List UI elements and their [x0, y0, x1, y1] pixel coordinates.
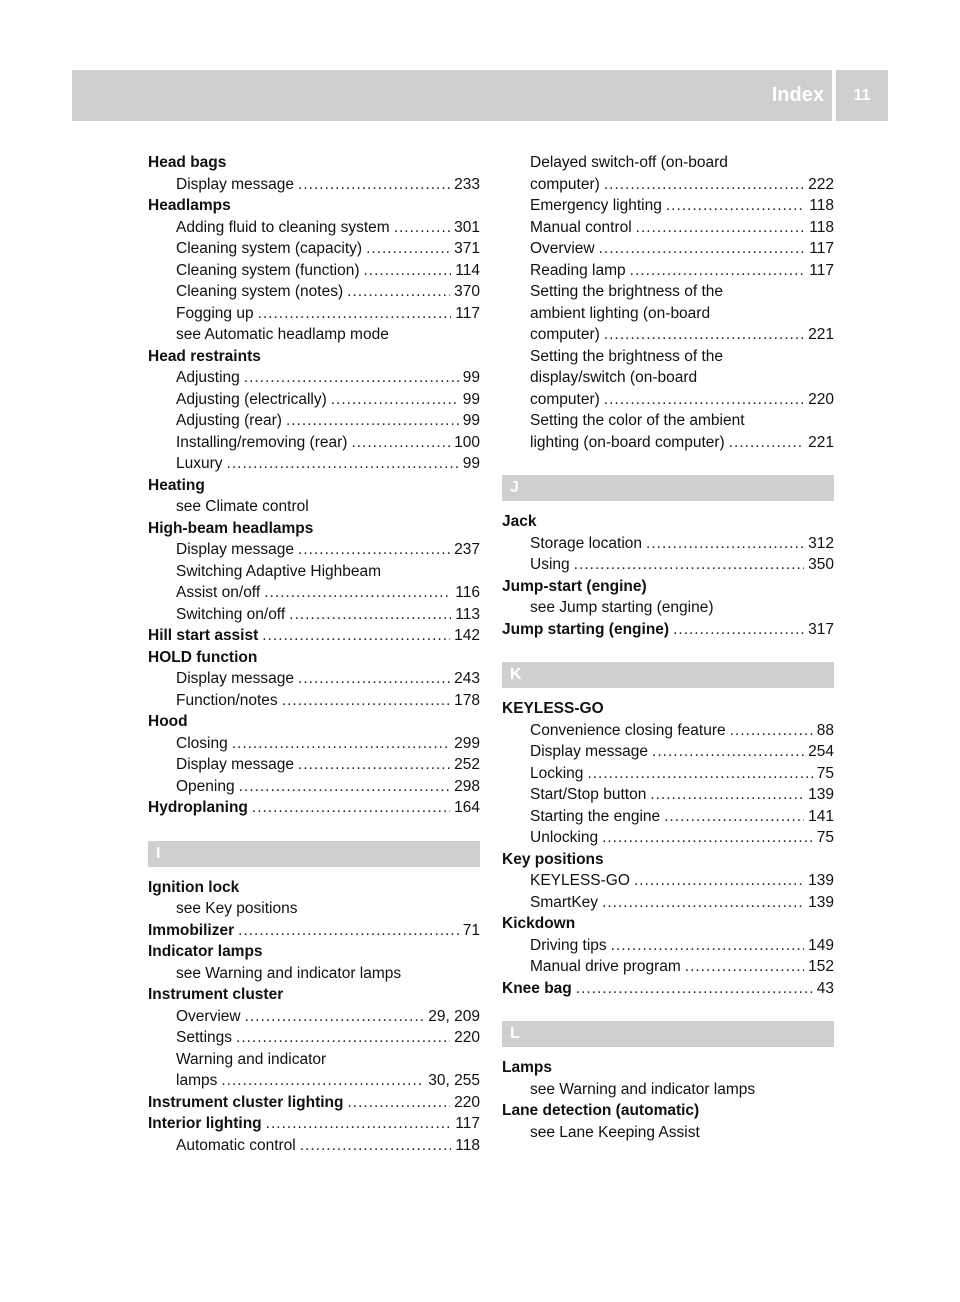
dot-leader	[227, 453, 459, 475]
dot-leader	[262, 625, 450, 647]
index-entry	[502, 260, 834, 282]
entry-page-number: 99	[462, 390, 480, 408]
index-entry	[148, 754, 480, 776]
index-entry	[502, 389, 834, 411]
index-entry	[148, 303, 480, 325]
index-entry	[148, 604, 480, 626]
index-entry	[148, 1135, 480, 1157]
entry-page-number: 149	[808, 936, 834, 954]
index-subline: Switching Adaptive Highbeam	[176, 562, 382, 580]
entry-label: Function/notes	[176, 691, 278, 709]
entry-label: Unlocking	[530, 829, 599, 846]
entry-label: Adding fluid to cleaning system	[176, 218, 390, 236]
entry-page-number: 220	[454, 1029, 480, 1046]
index-heading: Jack	[502, 513, 537, 530]
index-heading: Indicator lamps	[148, 943, 263, 960]
index-entry	[502, 217, 834, 239]
entry-page-number: 118	[809, 197, 834, 214]
index-subline: see Lane Keeping Assist	[530, 1123, 700, 1141]
section-letter: K	[502, 662, 834, 688]
index-entry	[148, 174, 480, 196]
index-entry	[502, 533, 834, 555]
entry-label: Overview	[530, 240, 595, 257]
entry-page-number: 237	[454, 541, 480, 558]
index-heading: Ignition lock	[148, 878, 240, 896]
entry-label: Knee bag	[502, 979, 572, 997]
index-heading: Kickdown	[502, 915, 576, 932]
dot-leader	[238, 920, 459, 942]
dot-leader	[236, 1027, 450, 1049]
dot-leader	[221, 1070, 424, 1092]
index-list-right	[502, 152, 834, 1143]
index-entry	[148, 625, 480, 647]
index-entry	[148, 281, 480, 303]
index-entry	[148, 690, 480, 712]
entry-label: Using	[530, 556, 570, 573]
entry-label: Opening	[176, 777, 235, 795]
dot-leader	[673, 619, 804, 641]
section-letter: I	[148, 841, 480, 867]
index-entry	[502, 892, 834, 914]
index-heading: HOLD function	[148, 648, 258, 666]
dot-leader	[666, 195, 805, 217]
dot-leader	[664, 806, 804, 828]
entry-page-number: 221	[808, 326, 834, 343]
index-subline: see Warning and indicator lamps	[530, 1080, 756, 1098]
entry-label: Adjusting (electrically)	[176, 390, 327, 408]
entry-page-number: 312	[808, 534, 834, 552]
dot-leader	[266, 1113, 452, 1135]
entry-page-number: 252	[454, 756, 480, 773]
entry-label: Closing	[176, 734, 228, 752]
index-entry	[148, 260, 480, 282]
entry-page-number: 371	[454, 240, 480, 257]
index-subline: display/switch (on-board	[530, 369, 698, 386]
index-subline: Delayed switch-off (on-board	[530, 154, 728, 171]
entry-page-number: 117	[455, 1115, 480, 1132]
index-entry	[502, 720, 834, 742]
index-entry	[502, 956, 834, 978]
index-heading: Instrument cluster	[148, 986, 284, 1003]
dot-leader	[244, 367, 459, 389]
entry-page-number: 233	[454, 175, 480, 193]
entry-label: Display message	[176, 670, 295, 687]
index-subline: see Automatic headlamp mode	[176, 326, 389, 343]
index-entry	[148, 668, 480, 690]
index-heading: Lane detection (automatic)	[502, 1102, 700, 1119]
entry-page-number: 100	[454, 433, 480, 451]
dot-leader	[252, 797, 450, 819]
index-entry	[502, 870, 834, 892]
entry-label: Settings	[176, 1029, 233, 1046]
entry-label: Display message	[176, 541, 295, 558]
index-heading: High-beam headlamps	[148, 519, 314, 537]
entry-page-number: 75	[816, 764, 834, 782]
dot-leader	[630, 260, 806, 282]
index-heading: Heating	[148, 476, 205, 494]
entry-page-number: 220	[808, 390, 834, 408]
entry-label: Automatic control	[176, 1136, 296, 1154]
entry-label: lighting (on-board computer)	[530, 433, 725, 451]
entry-label: SmartKey	[530, 893, 599, 911]
index-subline: see Key positions	[176, 900, 298, 917]
entry-page-number: 117	[809, 240, 834, 257]
dot-leader	[602, 827, 813, 849]
index-entry	[148, 1006, 480, 1028]
index-entry	[148, 1092, 480, 1114]
dot-leader	[245, 1006, 425, 1028]
index-list-left	[148, 152, 480, 1156]
dot-leader	[599, 238, 806, 260]
dot-leader	[576, 978, 813, 1000]
entry-label: lamps	[176, 1072, 218, 1089]
index-entry	[148, 582, 480, 604]
entry-label: Hill start assist	[148, 627, 259, 644]
index-subline: ambient lighting (on-board	[530, 304, 711, 322]
dot-leader	[652, 741, 804, 763]
entry-page-number: 117	[455, 304, 480, 322]
dot-leader	[264, 582, 451, 604]
entry-page-number: 139	[808, 893, 834, 911]
index-entry	[502, 432, 834, 454]
entry-page-number: 116	[455, 584, 480, 601]
entry-label: Driving tips	[530, 936, 607, 954]
entry-label: Reading lamp	[530, 261, 626, 279]
page-number: 11	[853, 86, 871, 104]
index-heading: Lamps	[502, 1059, 552, 1076]
entry-page-number: 99	[462, 412, 480, 429]
entry-page-number: 71	[462, 921, 480, 939]
index-heading: Key positions	[502, 850, 604, 868]
page-title: Index	[771, 84, 824, 106]
entry-page-number: 301	[454, 218, 480, 236]
entry-label: Convenience closing feature	[530, 721, 726, 739]
index-subline: Setting the brightness of the	[530, 347, 724, 365]
entry-page-number: 88	[816, 721, 834, 739]
entry-label: Locking	[530, 764, 584, 782]
dot-leader	[298, 754, 450, 776]
entry-page-number: 29, 209	[428, 1007, 480, 1025]
dot-leader	[650, 784, 804, 806]
dot-leader	[298, 668, 450, 690]
index-subline: Setting the color of the ambient	[530, 412, 745, 429]
entry-page-number: 117	[809, 261, 834, 279]
dot-leader	[636, 217, 806, 239]
entry-page-number: 317	[808, 620, 834, 638]
entry-page-number: 118	[809, 218, 834, 236]
index-entry	[502, 324, 834, 346]
entry-label: Fogging up	[176, 304, 254, 322]
entry-page-number: 139	[808, 872, 834, 889]
entry-page-number: 350	[808, 556, 834, 573]
index-entry	[502, 238, 834, 260]
entry-page-number: 299	[454, 734, 480, 752]
entry-label: Interior lighting	[148, 1115, 262, 1132]
entry-label: Switching on/off	[176, 605, 286, 623]
dot-leader	[300, 1135, 452, 1157]
dot-leader	[587, 763, 812, 785]
entry-label: Assist on/off	[176, 584, 261, 601]
index-subline: see Warning and indicator lamps	[176, 964, 402, 982]
entry-page-number: 75	[816, 829, 834, 846]
index-entry	[148, 238, 480, 260]
dot-leader	[331, 389, 459, 411]
entry-page-number: 254	[808, 743, 834, 760]
index-entry	[148, 1027, 480, 1049]
entry-page-number: 142	[454, 627, 480, 644]
index-entry	[148, 389, 480, 411]
entry-label: Immobilizer	[148, 921, 235, 939]
dot-leader	[232, 733, 450, 755]
entry-page-number: 99	[462, 369, 480, 386]
index-heading: Hood	[148, 713, 188, 730]
index-entry	[148, 797, 480, 819]
index-entry	[148, 733, 480, 755]
index-subline: see Jump starting (engine)	[530, 599, 714, 616]
entry-page-number: 113	[455, 605, 480, 623]
index-heading: Head restraints	[148, 347, 261, 365]
entry-label: computer)	[530, 326, 600, 343]
dot-leader	[239, 776, 451, 798]
dot-leader	[604, 174, 804, 196]
index-column-right	[502, 152, 834, 1143]
dot-leader	[604, 324, 804, 346]
index-heading: Headlamps	[148, 197, 231, 214]
index-heading: Jump-start (engine)	[502, 577, 647, 595]
dot-leader	[574, 554, 804, 576]
entry-label: Cleaning system (capacity)	[176, 240, 363, 257]
dot-leader	[289, 604, 451, 626]
dot-leader	[602, 892, 804, 914]
entry-label: Adjusting (rear)	[176, 412, 282, 429]
index-entry	[148, 539, 480, 561]
index-entry	[148, 920, 480, 942]
index-entry	[502, 763, 834, 785]
entry-label: Cleaning system (notes)	[176, 283, 344, 300]
entry-label: Jump starting (engine)	[502, 620, 670, 638]
entry-label: computer)	[530, 175, 600, 193]
entry-page-number: 141	[808, 807, 834, 825]
entry-page-number: 220	[454, 1093, 480, 1111]
dot-leader	[298, 539, 450, 561]
dot-leader	[366, 238, 450, 260]
entry-label: Display message	[176, 756, 295, 773]
entry-label: KEYLESS-GO	[530, 872, 630, 889]
entry-label: Emergency lighting	[530, 197, 662, 214]
dot-leader	[347, 1092, 450, 1114]
dot-leader	[282, 690, 450, 712]
index-column-left	[148, 152, 480, 1156]
dot-leader	[364, 260, 452, 282]
dot-leader	[685, 956, 804, 978]
entry-label: Cleaning system (function)	[176, 261, 360, 279]
entry-label: Manual control	[530, 218, 632, 236]
index-subline: Setting the brightness of the	[530, 283, 724, 300]
index-entry	[502, 935, 834, 957]
index-entry	[502, 174, 834, 196]
index-entry	[502, 978, 834, 1000]
index-entry	[148, 367, 480, 389]
index-entry	[502, 554, 834, 576]
entry-label: Adjusting	[176, 369, 240, 386]
entry-label: Display message	[176, 175, 295, 193]
dot-leader	[730, 720, 813, 742]
entry-page-number: 221	[808, 433, 834, 451]
dot-leader	[286, 410, 459, 432]
entry-label: Display message	[530, 743, 649, 760]
entry-page-number: 164	[454, 799, 480, 816]
entry-page-number: 43	[816, 979, 834, 997]
index-entry	[148, 217, 480, 239]
index-entry	[148, 432, 480, 454]
entry-label: computer)	[530, 390, 600, 408]
dot-leader	[646, 533, 804, 555]
entry-page-number: 139	[808, 786, 834, 803]
entry-label: Start/Stop button	[530, 786, 647, 803]
dot-leader	[347, 281, 450, 303]
entry-page-number: 118	[455, 1136, 480, 1154]
index-entry	[148, 776, 480, 798]
dot-leader	[298, 174, 450, 196]
index-subline: Warning and indicator	[176, 1050, 327, 1068]
dot-leader	[729, 432, 804, 454]
section-letter: L	[502, 1021, 834, 1047]
entry-label: Manual drive program	[530, 958, 681, 975]
entry-label: Instrument cluster lighting	[148, 1093, 344, 1111]
entry-label: Hydroplaning	[148, 799, 248, 816]
index-heading: KEYLESS-GO	[502, 700, 604, 717]
entry-page-number: 30, 255	[428, 1072, 480, 1089]
index-entry	[148, 1070, 480, 1092]
dot-leader	[611, 935, 804, 957]
entry-page-number: 222	[808, 175, 834, 193]
index-entry	[502, 741, 834, 763]
entry-page-number: 370	[454, 283, 480, 300]
entry-label: Storage location	[530, 534, 643, 552]
index-entry	[148, 1113, 480, 1135]
entry-page-number: 152	[808, 958, 834, 975]
dot-leader	[351, 432, 450, 454]
entry-page-number: 114	[455, 261, 480, 279]
entry-page-number: 243	[454, 670, 480, 687]
index-subline: see Climate control	[176, 498, 309, 515]
entry-label: Installing/removing (rear)	[176, 433, 348, 451]
dot-leader	[604, 389, 804, 411]
entry-page-number: 298	[454, 777, 480, 795]
entry-page-number: 178	[454, 691, 480, 709]
entry-page-number: 99	[462, 455, 480, 472]
index-entry	[502, 619, 834, 641]
index-entry	[502, 784, 834, 806]
section-letter: J	[502, 475, 834, 501]
index-heading: Head bags	[148, 154, 227, 171]
index-entry	[148, 410, 480, 432]
entry-label: Starting the engine	[530, 807, 661, 825]
dot-leader	[634, 870, 804, 892]
dot-leader	[394, 217, 450, 239]
index-entry	[502, 827, 834, 849]
entry-label: Overview	[176, 1007, 241, 1025]
index-entry	[502, 806, 834, 828]
index-entry	[502, 195, 834, 217]
dot-leader	[258, 303, 452, 325]
index-entry	[148, 453, 480, 475]
entry-label: Luxury	[176, 455, 223, 472]
